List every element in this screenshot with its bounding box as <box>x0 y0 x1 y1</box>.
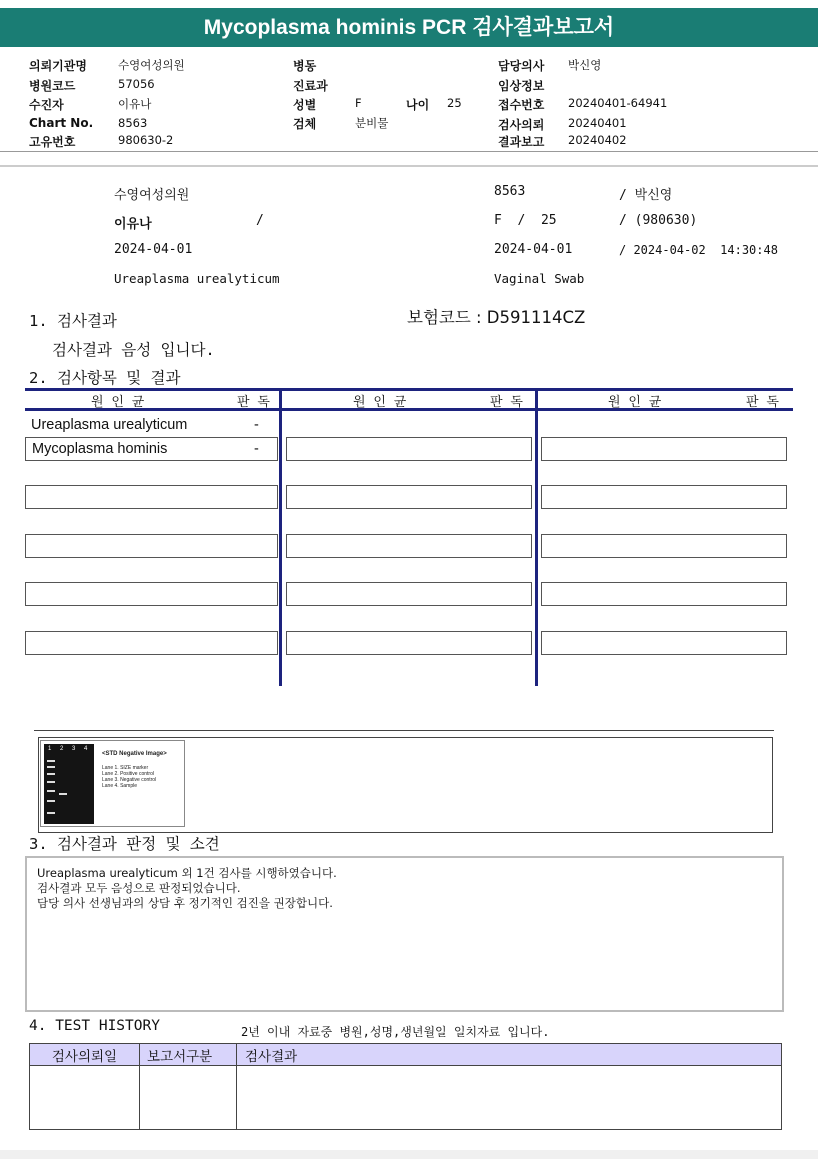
hospital-code-label: 병원코드 <box>29 79 76 93</box>
opinion-line: Ureaplasma urealyticum 외 1건 검사를 시행하였습니다. <box>37 866 337 880</box>
history-cell <box>140 1066 237 1130</box>
gel-legend-item: Lane 1. SIZE marker <box>102 765 149 771</box>
gel-caption: <STD Negative Image> <box>102 751 167 757</box>
lane-number: 2 <box>60 746 64 752</box>
insurance-code: 보험코드 : D591114CZ <box>407 308 586 327</box>
patient-test-item: Ureaplasma urealyticum <box>114 271 280 286</box>
doctor-value: 박신영 <box>568 58 602 72</box>
history-cell <box>237 1066 782 1130</box>
institution-value: 수영여성의원 <box>118 58 185 72</box>
gel-legend-item: Lane 3. Negative control <box>102 777 157 783</box>
results-grid-separator <box>535 389 538 686</box>
marker-band <box>47 812 55 814</box>
col-header-judgment: 판 독 <box>746 395 779 410</box>
history-note: 2년 이내 자료중 병원,성명,생년월일 일치자료 입니다. <box>241 1025 550 1039</box>
opinion-line: 검사결과 모두 음성으로 판정되었습니다. <box>37 881 241 895</box>
section4-title: 4. TEST HISTORY <box>29 1018 160 1034</box>
gel-picture <box>44 744 94 824</box>
header-divider <box>0 151 818 152</box>
doctor-label: 담당의사 <box>498 59 545 73</box>
department-label: 진료과 <box>293 79 328 93</box>
result-cell <box>25 582 278 606</box>
patient-label: 수진자 <box>29 98 64 112</box>
receipt-no-label: 접수번호 <box>498 98 545 112</box>
result-cell <box>25 534 278 558</box>
specimen-label: 검체 <box>293 117 317 131</box>
report-title: Mycoplasma hominis PCR 검사결과보고서 <box>0 8 818 47</box>
results-grid-separator <box>279 389 282 686</box>
result-cell <box>286 485 532 509</box>
opinion-line: 담당 의사 선생님과의 상담 후 정기적인 검진을 권장합니다. <box>37 896 333 910</box>
patient-name-separator: / <box>256 213 264 228</box>
lane-number: 4 <box>84 746 88 752</box>
header-divider-2 <box>0 165 818 167</box>
receipt-no-value: 20240401-64941 <box>568 96 668 110</box>
result-cell <box>541 582 787 606</box>
lane-number: 3 <box>72 746 76 752</box>
positive-band <box>59 793 67 795</box>
result-cell <box>541 631 787 655</box>
sex-value: F <box>355 96 362 110</box>
sex-label: 성별 <box>293 98 317 112</box>
report-date-label: 결과보고 <box>498 135 545 149</box>
opinion-box <box>25 856 784 1012</box>
result-cell <box>286 534 532 558</box>
marker-band <box>47 790 55 792</box>
history-col-request-date: 검사의뢰일 <box>30 1044 140 1066</box>
marker-band <box>47 766 55 768</box>
marker-band <box>47 800 55 802</box>
patient-birth: / (980630) <box>619 213 698 228</box>
result-cell <box>541 485 787 509</box>
result-cell <box>541 534 787 558</box>
report-date-value: 20240402 <box>568 133 627 147</box>
col-header-judgment: 판 독 <box>490 395 523 410</box>
result-organism: Ureaplasma urealyticum <box>31 417 188 433</box>
patient-value: 이유나 <box>118 97 152 111</box>
request-date-value: 20240401 <box>568 116 627 130</box>
request-date-label: 검사의뢰 <box>498 118 545 132</box>
chart-no-value: 8563 <box>118 116 148 130</box>
history-table <box>29 1043 782 1130</box>
gel-image <box>40 740 185 827</box>
hospital-code-value: 57056 <box>118 77 155 91</box>
gel-legend-item: Lane 2. Positive control <box>102 771 154 777</box>
patient-specimen: Vaginal Swab <box>494 271 585 286</box>
result-judgment: - <box>254 417 259 433</box>
patient-report-datetime: / 2024-04-02 14:30:48 <box>619 243 778 257</box>
unique-no-value: 980630-2 <box>118 133 174 147</box>
age-label: 나이 <box>406 98 430 112</box>
history-col-result: 검사결과 <box>237 1044 782 1066</box>
col-header-organism: 원 인 균 <box>608 395 662 410</box>
result-cell <box>286 437 532 461</box>
ward-label: 병동 <box>293 59 317 73</box>
gel-legend-item: Lane 4. Sample <box>102 783 138 789</box>
history-col-report-type: 보고서구분 <box>140 1044 237 1066</box>
result-cell <box>541 437 787 461</box>
patient-sex-age: F / 25 <box>494 213 557 228</box>
clinical-info-label: 임상정보 <box>498 79 545 93</box>
col-header-judgment: 판 독 <box>237 395 270 410</box>
section3-title: 3. 검사결과 판정 및 소견 <box>29 835 220 853</box>
chart-no-label: Chart No. <box>29 116 94 130</box>
result-judgment: - <box>254 441 259 457</box>
age-value: 25 <box>447 96 462 110</box>
section2-title: 2. 검사항목 및 결과 <box>29 369 181 387</box>
patient-name: 이유나 <box>114 217 152 232</box>
patient-doctor: / 박신영 <box>619 188 673 203</box>
marker-band <box>47 760 55 762</box>
marker-band <box>47 781 55 783</box>
col-header-organism: 원 인 균 <box>91 395 145 410</box>
col-header-organism: 원 인 균 <box>353 395 407 410</box>
specimen-value: 분비물 <box>355 116 389 130</box>
gel-divider <box>34 730 774 731</box>
result-cell <box>25 485 278 509</box>
patient-receipt-date: 2024-04-01 <box>494 242 573 257</box>
marker-band <box>47 773 55 775</box>
history-row <box>30 1066 782 1130</box>
unique-no-label: 고유번호 <box>29 135 76 149</box>
result-cell <box>286 582 532 606</box>
section1-title: 1. 검사결과 <box>29 312 117 330</box>
patient-request-date: 2024-04-01 <box>114 242 193 257</box>
result-organism: Mycoplasma hominis <box>32 441 168 457</box>
result-cell <box>25 631 278 655</box>
result-summary: 검사결과 음성 입니다. <box>52 341 215 359</box>
history-cell <box>30 1066 140 1130</box>
institution-label: 의뢰기관명 <box>29 59 87 73</box>
patient-chart-no: 8563 <box>494 184 526 199</box>
history-header-row <box>30 1044 782 1066</box>
patient-hospital: 수영여성의원 <box>114 188 190 203</box>
lane-number: 1 <box>48 746 52 752</box>
result-cell <box>286 631 532 655</box>
